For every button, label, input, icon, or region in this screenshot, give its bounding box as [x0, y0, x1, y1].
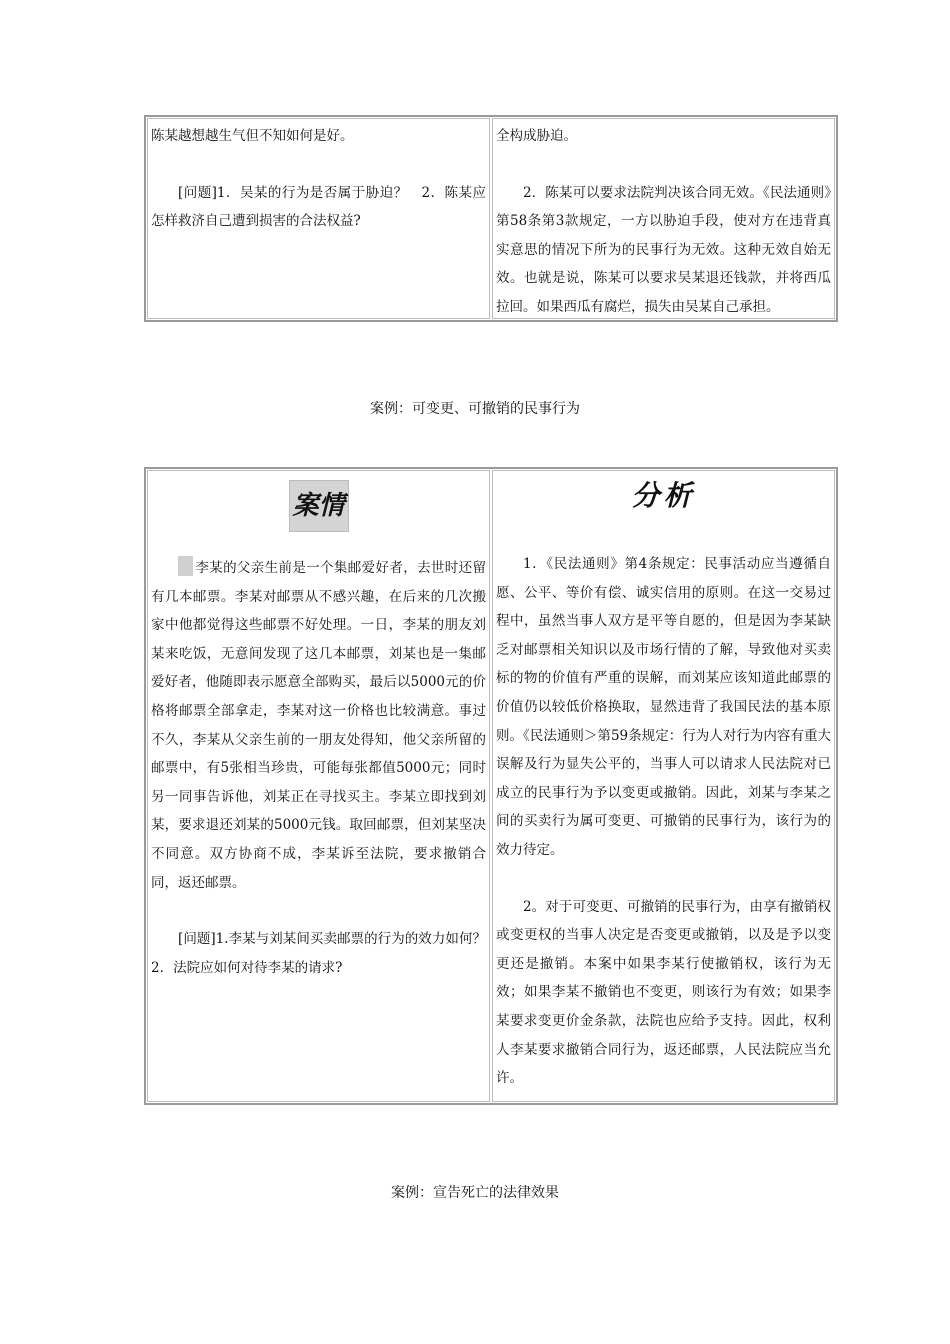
table1-left-cell: [147, 118, 490, 319]
analysis-banner: 分析: [631, 479, 696, 512]
case-text: [151, 554, 486, 897]
case-banner: 案情: [289, 480, 349, 532]
case-cell: [147, 470, 500, 1102]
case-text-body: 李某的父亲生前是一个集邮爱好者，去世时还留有几本邮票。李某对邮票从不感兴趣，在后来的几次搬家中他都觉得这些邮票不好处理。一日，李某的朋友刘某来吃饭，无意间发现了这几本邮票，刘某也是一集邮爱好者，他随即表示愿意全部购买，最后以5000元的价格将邮票全部拿走，李某对这一价格也比较满意。事过不久，李某从父亲生前的一朋友处得知，他父亲所留的邮票中，有5张相当珍贵，可能每张都值5000元；同时另一同事告诉他，刘某正在寻找买主。李某立即找到刘某，要求退还刘某的5000元钱。取回邮票，但刘某坚决不同意。双方协商不成，李某诉至法院，要求撤销合同，返还邮票。: [151, 560, 486, 891]
table1-right-cell: [492, 118, 835, 319]
case-question: [问题]1.李某与刘某间买卖邮票的行为的效力如何？ 2．法院应如何对待李某的请求?: [151, 931, 500, 976]
table1-analysis-para2: 2．陈某可以要求法院判决该合同无效。《民法通则》第58条第3款规定，一方以胁迫手段，使对方在违背真实意思的情况下所为的民事行为无效。这种无效自始无效。也就是说，陈某可以要求吴某退还钱款，并将西瓜拉回。如果西瓜有腐烂，损失由吴某自己承担。: [496, 184, 831, 315]
section-title-variable-revocable: 案例：可变更、可撤销的民事行为: [370, 401, 580, 417]
section-title-declaration-of-death: 案例：宣告死亡的法律效果: [391, 1185, 559, 1201]
table1-question: [问题]1．吴某的行为是否属于胁迫？ 2．陈某应怎样救济自己遭到损害的合法权益?: [151, 184, 486, 230]
analysis-para2: 2。对于可变更、可撤销的民事行为，由享有撤销权或变更权的当事人决定是否变更或撤销，以及是予以变更还是撤销。本案中如果李某行使撤销权，该行为无效；如果李某不撤销也不变更，则该行为有效；如果李某要求变更价金条款，法院也应给予支持。因此，权利人李某要求撤销合同行为，返还邮票，人民法院应当允许。: [496, 898, 831, 1087]
analysis-para1: 1．《民法通则》第4条规定：民事活动应当遵循自愿、公平、等价有偿、诚实信用的原则。在这一交易过程中，虽然当事人双方是平等自愿的，但是因为李某缺乏对邮票相关知识以及市场行情的了解，导致他对买卖标的物的价值有严重的误解，而刘某应该知道此邮票的价值仍以较低价格换取，显然违背了我国民法的基本原则。《民法通则＞第59条规定：行为人对行为内容有重大误解及行为显失公平的，当事人可以请求人民法院对已成立的民事行为予以变更或撤销。因此，刘某与李某之间的买卖行为属可变更、可撤销的民事行为，该行为的效力待定。: [496, 556, 831, 858]
analysis-cell: [492, 470, 835, 1102]
table-continued: [144, 115, 838, 322]
table1-left-line1: 陈某越想越生气但不知如何是好。: [151, 128, 354, 144]
paragraph-marker-icon: [178, 556, 193, 576]
table-case-analysis: [144, 467, 838, 1105]
table1-right-line1: 全构成胁迫。: [496, 128, 577, 144]
